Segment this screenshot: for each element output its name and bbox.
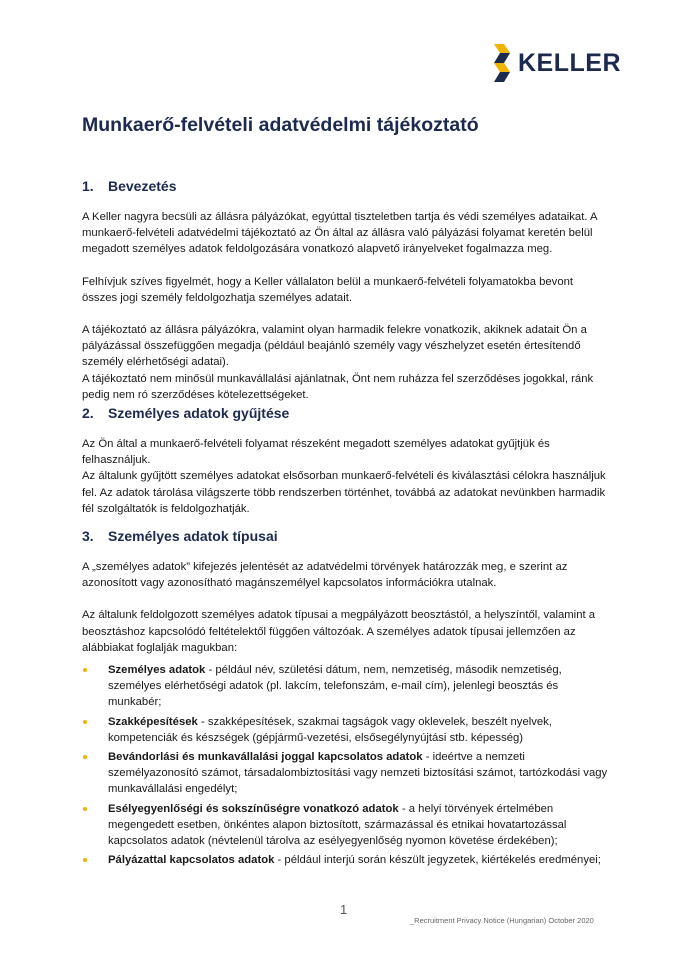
section-heading: [82, 405, 610, 422]
section-heading: [82, 528, 610, 545]
list-item-term: Szakképesítések: [108, 715, 198, 728]
section-heading: [82, 178, 610, 195]
list-item-text: - szakképesítések, szakmai tagságok vagy oklevelek, beszélt nyelvek, kompetenciák és készségek (gépjármű-vezetési, elsősegélynyújtási stb. képesség): [108, 715, 552, 744]
section-data-collection: [82, 405, 610, 517]
bullet-icon: [83, 755, 87, 759]
section-number: 1.: [82, 178, 94, 194]
section-number: 2.: [82, 405, 94, 421]
list-item-term: Bevándorlási és munkavállalási joggal kapcsolatos adatok: [108, 751, 423, 764]
paragraph: A „személyes adatok” kifejezés jelentését az adatvédelmi törvények határozzák meg, e szerint az azonosított vagy azonosítható magánszemélyel kapcsolatos információkra utalnak.: [82, 561, 568, 590]
list-item-term: Személyes adatok: [108, 664, 206, 676]
section-title: Bevezetés: [108, 178, 177, 194]
list-item-term: Pályázattal kapcsolatos adatok: [108, 854, 275, 867]
section-introduction: [82, 178, 610, 403]
paragraph: A tájékoztató nem minősül munkavállalási ajánlatnak, Önt nem ruházza fel szerződéses jogokkal, ránk pedig nem ró szerződéses kötelezettségeket.: [82, 372, 594, 401]
paragraph: A tájékoztató az állásra pályázókra, valamint olyan harmadik felekre vonatkozik, akiknek adatait Ön a pályázással összefüggően megadja (például beajánló személy vagy vészhelyzet esetén értesítendő személy elérhetőségi adatai).: [82, 324, 587, 369]
list-item-text: - a helyi törvények értelmében megengedett esetben, önkéntes alapon biztosított, származással és etnikai hovatartozással kapcsolatos adatok (névtelenül tárolva az esélyegyenlőség nyomon követése érdekében);: [108, 802, 567, 848]
list-item-term: Esélyegyenlőségi és sokszínűségre vonatkozó adatok: [108, 802, 399, 815]
list-item-text: - például interjú során készült jegyzetek, kiértékelés eredményei;: [274, 854, 601, 867]
bullet-icon: [83, 668, 87, 672]
list-item: [82, 662, 610, 711]
section-number: 3.: [82, 528, 94, 544]
section-title: Személyes adatok gyűjtése: [108, 405, 290, 421]
bullet-icon: [83, 858, 87, 862]
section-title: Személyes adatok típusai: [108, 528, 278, 544]
data-types-list: [82, 662, 610, 871]
list-item: [82, 749, 610, 798]
logo-wordmark: KELLER: [518, 48, 621, 77]
bullet-icon: [83, 807, 87, 811]
document-title: Munkaerő-felvételi adatvédelmi tájékoztató: [82, 114, 479, 136]
list-item-text: - ideértve a nemzeti személyazonosító számot, társadalombiztosítási vagy nemzeti biztosítási számot, tartózkodási vagy munkavállalási engedélyt;: [108, 751, 608, 796]
paragraph: Az általunk gyűjtött személyes adatokat elsősorban munkaerő-felvételi és kiválasztási célokra használjuk fel. Az adatok tárolása világszerte több rendszerben történhet, továbbá az adatokat nevünkben harmadik fél szolgáltatók is feldolgozhatják.: [82, 470, 606, 515]
keller-chevron-icon: [492, 44, 512, 82]
paragraph: A Keller nagyra becsüli az állásra pályázókat, egyúttal tiszteletben tartja és védi személyes adataikat. A munkaerő-felvételi adatvédelmi tájékoztató az Ön által az állásra való pályázási folyamat keretén belül megadott személyes adatok feldolgozására vonatkozó alapvető irányelveket fogalmazza meg.: [82, 211, 597, 256]
list-item-text: - például név, születési dátum, nem, nemzetiség, második nemzetiség, személyes elérhetőségi adatok (pl. lakcím, telefonszám, e-mail cím), jelenlegi beosztás és munkabér;: [108, 664, 562, 709]
list-item: [82, 801, 610, 850]
paragraph: Az általunk feldolgozott személyes adatok típusai a megpályázott beosztástól, a helyszíntől, valamint a beosztáshoz kapcsolódó feltételektől függően változóak. A személyes adatok típusai jellemzően az alábbiakat foglalják magukban:: [82, 609, 596, 654]
list-item: [82, 714, 610, 746]
page-number: 1: [340, 902, 348, 917]
keller-logo: [492, 44, 621, 82]
paragraph: Felhívjuk szíves figyelmét, hogy a Keller vállalaton belül a munkaerő-felvételi folyamatokba bevont összes jogi személy feldolgozhatja személyes adatait.: [82, 275, 574, 304]
bullet-icon: [83, 720, 87, 724]
list-item: [82, 852, 610, 868]
section-data-types: [82, 528, 610, 656]
paragraph: Az Ön által a munkaerő-felvételi folyamat részeként megadott személyes adatokat gyűjtjük és felhasználjuk.: [82, 438, 550, 467]
footer-note: _Recruitment Privacy Notice (Hungarian) October 2020: [410, 916, 594, 925]
